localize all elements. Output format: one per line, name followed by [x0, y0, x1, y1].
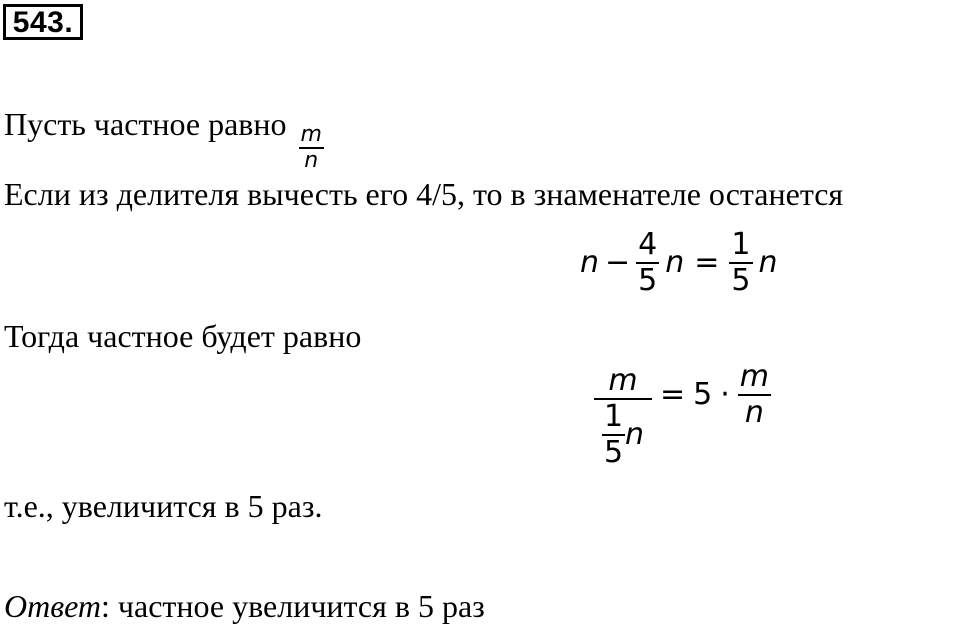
eq2-five: 5 [693, 377, 713, 412]
eq1-f1-den: 5 [638, 263, 658, 298]
eq1-f2-den: 5 [731, 263, 751, 298]
eq1-equals: = [694, 245, 720, 280]
eq2-compound-fraction [594, 364, 652, 470]
eq2-big-num: m [608, 363, 638, 398]
divisor-line: Если из делителя вычесть его 4/5, то в знаменателе останется [4, 176, 844, 212]
problem-number: 543. [3, 4, 83, 40]
eq1-n3: n [758, 245, 778, 280]
equation-denominator [580, 228, 778, 298]
fraction-denominator: n [304, 148, 319, 173]
eq2-r-num: m [739, 359, 770, 394]
eq1-f1-num: 4 [638, 227, 658, 262]
eq1-n2: n [665, 245, 685, 280]
fraction-numerator: m [300, 122, 322, 147]
eq1-fraction-four-fifths [636, 228, 659, 298]
eq2-r-den: n [744, 395, 764, 430]
eq2-right-fraction [738, 360, 771, 430]
eq1-fraction-one-fifth [729, 228, 752, 298]
eq2-inner-num: 1 [603, 399, 624, 434]
equation-quotient [594, 360, 771, 474]
eq2-big-den [600, 400, 646, 470]
intro-text: Пусть частное равно [4, 106, 287, 142]
eq1-f2-num: 1 [731, 227, 751, 262]
eq1-minus: − [605, 245, 631, 280]
answer-line [4, 588, 485, 624]
eq2-inner-n: n [625, 417, 645, 452]
eq2-equals: = [660, 377, 686, 412]
eq2-inner-fraction [602, 400, 625, 470]
conclusion-line: т.е., увеличится в 5 раз. [4, 488, 323, 524]
answer-label: Ответ [4, 588, 101, 624]
eq2-dot: · [720, 377, 730, 412]
eq1-n: n [580, 245, 600, 280]
then-line: Тогда частное будет равно [4, 318, 362, 354]
answer-text: : частное увеличится в 5 раз [101, 588, 485, 624]
eq2-inner-den: 5 [603, 435, 624, 470]
intro-line [4, 106, 324, 173]
quotient-fraction [299, 123, 324, 173]
